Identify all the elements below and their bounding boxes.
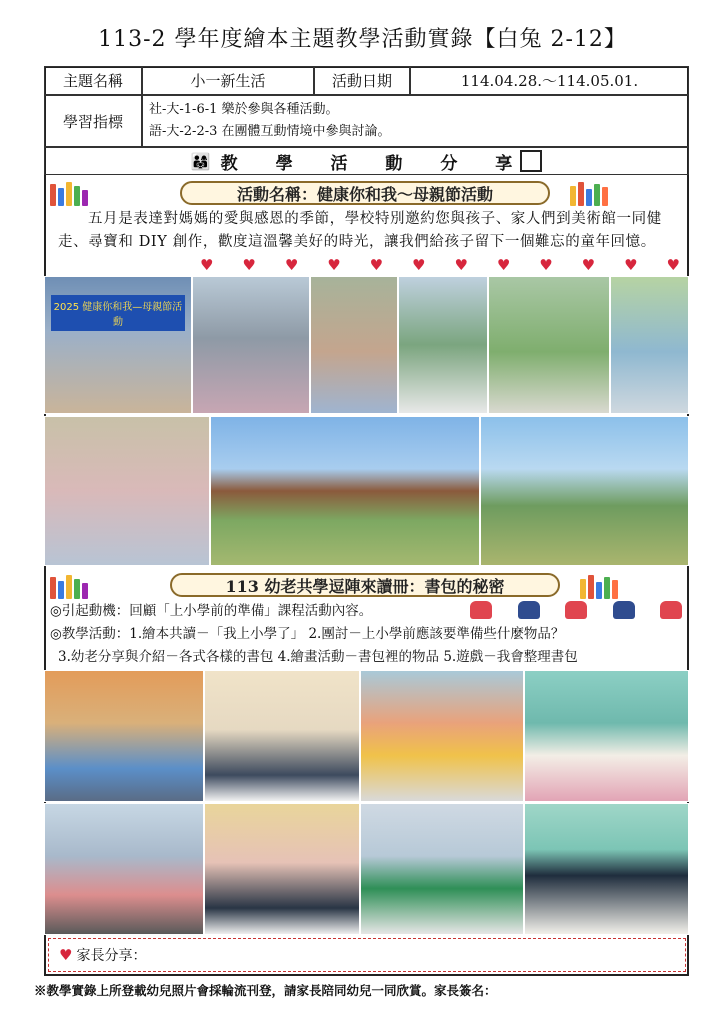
photo-drawing-show [524, 670, 689, 802]
photo-group-lawn [480, 416, 689, 566]
parent-feedback-box[interactable] [48, 938, 686, 972]
backpack-icon [565, 601, 587, 619]
section2-line-1: ◎引起動機：回顧「上小學前的準備」課程活動內容。 [50, 603, 373, 619]
heart-icon: ♥ [539, 256, 553, 274]
date-label: 活動日期 [314, 66, 410, 95]
parent-feedback-label: 家長分享： [76, 948, 147, 964]
books-decoration-left-2 [50, 575, 88, 599]
section1-paragraph: 五月是表達對媽媽的愛與感恩的季節，學校特別邀約您與孩子、家人們到美術館一同健走、尋寶和 DIY 創作，歡度這溫馨美好的時光，讓我們給孩子留下一個難忘的童年回憶。 [58, 211, 662, 250]
date-value: 114.04.28.～114.05.01. [410, 66, 689, 95]
section2-line-2: ◎教學活動：1.繪本共讀－「我上小學了」 2.團討－上小學前應該要準備些什麼物品？ [50, 626, 565, 642]
photo-classroom-activity [44, 803, 204, 935]
indicator-1: 社-大-1-6-1 樂於參與各種活動。 [149, 102, 339, 117]
backpack-icon [518, 601, 540, 619]
photo-families-portrait [44, 416, 210, 566]
heart-icon: ♥ [242, 256, 256, 274]
page-title: 113-2 學年度繪本主題教學活動實錄【白兔 2-12】 [98, 27, 627, 52]
heart-icon: ♥ [496, 256, 511, 274]
photo-child-drawing [524, 803, 689, 935]
photo-father-child [398, 276, 488, 414]
photo-mothers-day-banner [44, 276, 192, 414]
heart-icon: ♥ [666, 256, 680, 274]
heart-icon: ♥ [369, 256, 384, 274]
indicator-label: 學習指標 [44, 95, 142, 147]
share-header [44, 147, 689, 175]
backpack-icon [660, 601, 682, 619]
theme-value: 小一新生活 [142, 66, 314, 95]
books-decoration-right [570, 182, 608, 206]
backpack-icon [613, 601, 635, 619]
photo-group-discussion [204, 670, 360, 802]
heart-icon: ♥ [581, 256, 596, 274]
hearts-row [200, 256, 680, 274]
book-icon [520, 150, 542, 172]
theme-label: 主題名稱 [44, 66, 142, 95]
indicator-list [142, 95, 689, 147]
backpack-icons [470, 601, 682, 619]
photo-group-arch-sculpture [210, 416, 480, 566]
heart-icon: ♥ [412, 256, 426, 274]
section1-banner: 活動名稱：健康你和我～母親節活動 [180, 181, 550, 205]
indicator-2: 語-大-2-2-3 在團體互動情境中參與討論。 [149, 124, 391, 139]
backpack-icon [470, 601, 492, 619]
section2-banner: 113 幼老共學逗陣來讀冊：書包的秘密 [170, 573, 560, 597]
heart-icon: ♥ [284, 256, 299, 274]
books-decoration-left [50, 182, 88, 206]
photo-banner-text: 2025 健康你和我—母親節活動 [51, 295, 185, 331]
footer-note: ※教學實錄上所登載幼兒照片會採輪流刊登，請家長陪同幼兒一同欣賞。家長簽名： [34, 983, 497, 998]
heart-icon: ♥ [624, 256, 638, 274]
heart-icon: ♥ [59, 946, 73, 964]
photo-mother-child-hug [310, 276, 398, 414]
heart-icon: ♥ [327, 256, 341, 274]
photo-diy-craft [610, 276, 689, 414]
heart-icon: ♥ [454, 256, 468, 274]
people-icon: 👨‍👩‍👧 [190, 151, 211, 171]
photo-group-walk [192, 276, 310, 414]
share-header-text: 教 學 活 動 分 享 [220, 153, 529, 174]
photo-picture-book-reading [44, 670, 204, 802]
photo-backpack-sharing [360, 670, 524, 802]
heart-icon: ♥ [200, 256, 214, 274]
section2-line-3: 3.幼老分享與介紹－各式各樣的書包 4.繪畫活動－書包裡的物品 5.遊戲－我會整理書包 [58, 649, 578, 665]
photo-park-walk [488, 276, 610, 414]
photo-teacher-demo [360, 803, 524, 935]
books-decoration-right-2 [580, 575, 618, 599]
photo-drawing-activity [204, 803, 360, 935]
